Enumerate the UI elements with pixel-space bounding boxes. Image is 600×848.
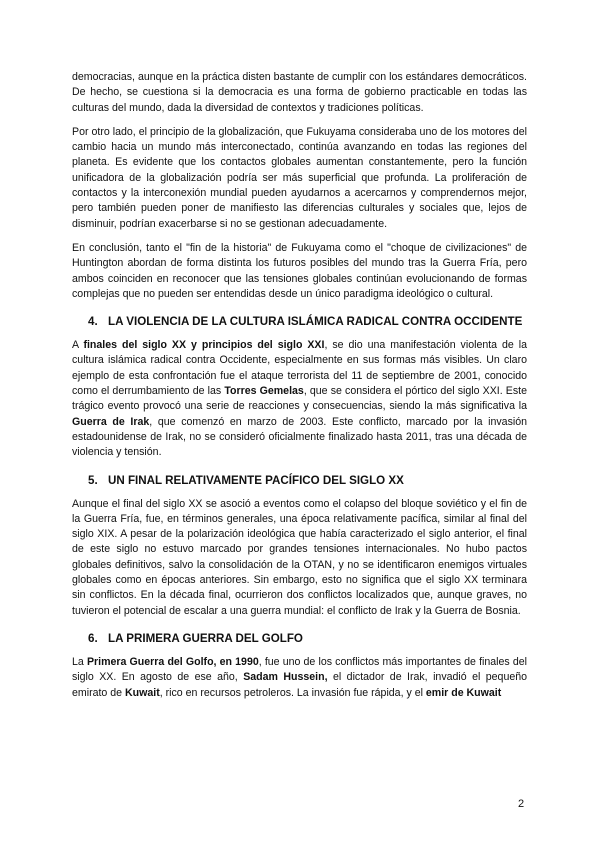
paragraph-guerra-golfo: La Primera Guerra del Golfo, en 1990, fue uno de los conflictos más importantes de finales del siglo XX. En agosto de ese año, Sadam Hussein, el dictador de Irak, invadió el pequeño emirato de Kuwait, rico en recursos petroleros. La invasión fue rápida, y el emir de Kuwait: [72, 655, 528, 699]
section-title: LA PRIMERA GUERRA DEL GOLFO: [108, 631, 303, 645]
section-number: 6.: [88, 631, 98, 645]
bold-phrase: Primera Guerra del Golfo, en 1990: [86, 655, 259, 668]
paragraph-globalizacion: Por otro lado, el principio de la globalización, que Fukuyama consideraba uno de los motores del cambio hacia un mundo más interconectado, continúa avanzando en todas las regiones del planeta. Es evidente que los contactos globales aumentan constantemente, pero la función unificadora de la globalización podría ser más superficial que profunda. La proliferación de contactos y la interconexión mundial pueden ayudarnos a acercarnos y comprendernos mejor, pero también pueden poner de manifiesto las diferencias culturales y sociales que, lejos de disminuir, podrían exacerbarse si no se gestionan adecuadamente.: [72, 125, 527, 230]
paragraph-violencia: A finales del siglo XX y principios del siglo XXI, se dio una manifestación violenta de la cultura islámica radical contra Occidente, especialmente en sus formas más visibles. Un claro ejemplo de esta confrontación fue el ataque terrorista del 11 de septiembre de 2001, conocido como el derrumbamiento de las Torres Gemelas, que se considera el pórtico del siglo XXI. Este trágico evento provocó una serie de reacciones y consecuencias, siendo la más significativa la Guerra de Irak, que comenzó en marzo de 2003. Este conflicto, marcado por la invasión estadounidense de Irak, no se consideró oficialmente finalizado hasta 2011, tras una década de violencia y tensión.: [72, 339, 528, 459]
bold-phrase: Guerra de Irak: [72, 415, 150, 428]
section-heading-5: [72, 473, 527, 488]
section-number: 4.: [88, 315, 98, 329]
bold-phrase: Sadam Hussein,: [243, 671, 328, 684]
paragraph-democracias: democracias, aunque en la práctica disten bastante de cumplir con los estándares democráticos. De hecho, se cuestiona si la democracia es una forma de gobierno practicable en todas las culturas del mundo, dada la diversidad de contextos y tradiciones políticas.: [72, 71, 527, 114]
bold-phrase: Kuwait: [125, 686, 160, 699]
section-heading-6: [72, 631, 527, 646]
paragraph-final-siglo: Aunque el final del siglo XX se asoció a eventos como el colapso del bloque soviético y el fin de la Guerra Fría, fue, en términos generales, una época relativamente pacífica, similar al final del siglo XIX. A pesar de la polarización ideológica que había caracterizado el siglo anterior, el final de este siglo no estuvo marcado por grandes tensiones internacionales. No hubo pactos globales definitivos, salvo la consolidación de la OTAN, y no se identificaron enemigos virtuales globales como en épocas anteriores. Sin embargo, esto no significa que el siglo XX terminara sin conflictos. En la década final, ocurrieron dos conflictos localizados que, aunque graves, no tuvieron el potencial de escalar a una guerra mundial: el conflicto de Irak y la Guerra de Bosnia.: [72, 497, 527, 617]
section-title: LA VIOLENCIA DE LA CULTURA ISLÁMICA RADICAL CONTRA OCCIDENTE: [108, 315, 523, 329]
section-title: UN FINAL RELATIVAMENTE PACÍFICO DEL SIGLO XX: [108, 473, 404, 487]
section-heading-4: [72, 314, 527, 329]
bold-phrase: emir de Kuwait: [425, 686, 502, 699]
document-body: [72, 70, 527, 710]
bold-phrase: finales del siglo XX y principios del siglo XXI: [83, 339, 325, 352]
paragraph-conclusion: En conclusión, tanto el "fin de la historia" de Fukuyama como el "choque de civilizaciones" de Huntington abordan de forma distinta los futuros posibles del mundo tras la Guerra Fría, pero ambos coinciden en reconocer que las tensiones globales continúan evolucionando de formas complejas que no pueden ser entendidas desde un único paradigma ideológico o cultural.: [72, 241, 527, 300]
page-number: 2: [518, 798, 525, 810]
bold-phrase: Torres Gemelas: [224, 385, 304, 398]
section-number: 5.: [88, 473, 98, 487]
